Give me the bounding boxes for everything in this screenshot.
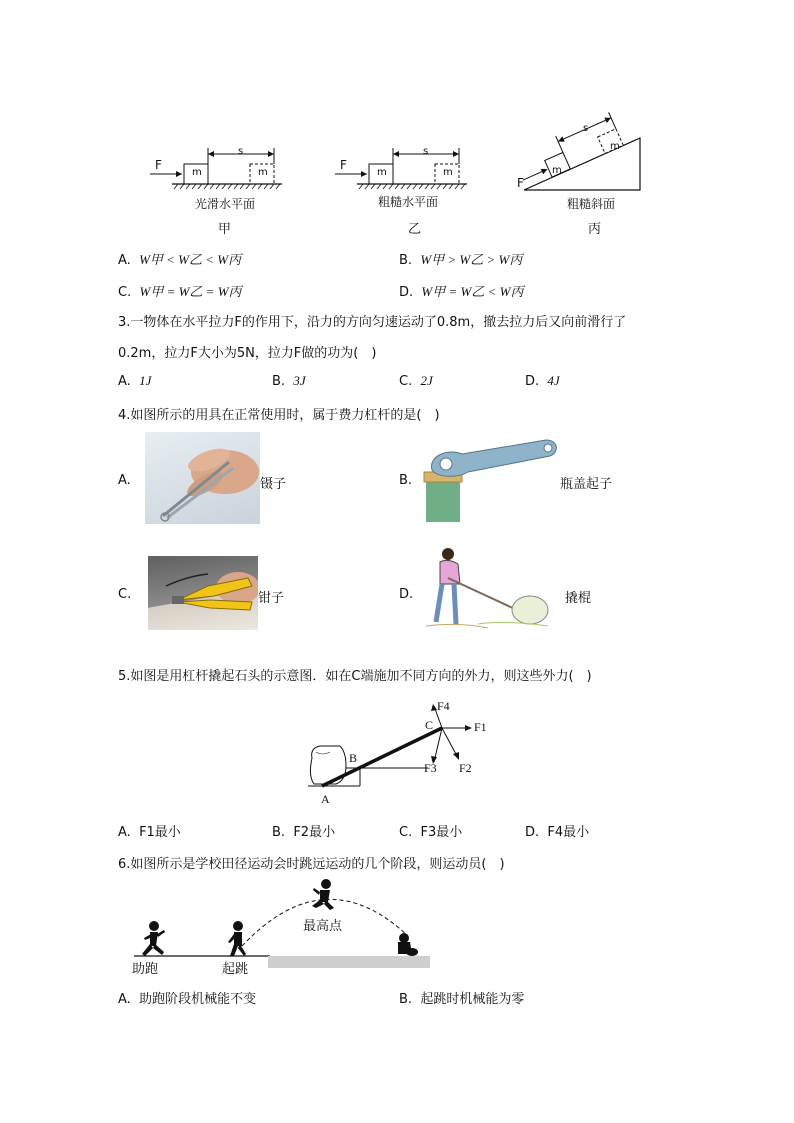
q4-option-c-key[interactable]: C. [118, 587, 132, 602]
q4-option-a-key[interactable]: A. [118, 473, 131, 488]
q2-yi-s-label: s [423, 146, 429, 157]
q2-bing-surface-label: 粗糙斜面 [567, 197, 616, 211]
q2-jia-force-label: F [155, 158, 162, 172]
q2-yi-tag: 乙 [408, 222, 422, 237]
q4-stem: 4.如图所示的用具在正常使用时，属于费力杠杆的是( ) [118, 408, 440, 423]
q2-bing-force-label: F [517, 176, 524, 190]
q3-option-d[interactable]: D. 4J [525, 373, 560, 389]
q2-jia-m2-label: m [258, 167, 268, 178]
q2-option-d[interactable]: D. W甲 = W乙 < W丙 [399, 284, 524, 300]
q4-option-b-label: 瓶盖起子 [560, 477, 613, 492]
q3-option-a[interactable]: A. 1J [118, 373, 152, 389]
tweezers-image [145, 432, 260, 524]
q5-f2-label: F2 [459, 761, 472, 775]
q6-run-label: 助跑 [132, 962, 159, 977]
q6-takeoff-label: 起跳 [222, 962, 249, 977]
q6-option-a[interactable]: A. 助跑阶段机械能不变 [118, 992, 257, 1007]
q3-option-c[interactable]: C. 2J [399, 373, 433, 389]
q6-option-b[interactable]: B. 起跳时机械能为零 [399, 992, 525, 1007]
q2-option-c[interactable]: C. W甲 = W乙 = W丙 [118, 284, 242, 300]
q4-option-d-label: 撬棍 [565, 591, 592, 606]
q5-option-d[interactable]: D. F4最小 [525, 825, 590, 840]
q4-option-b-key[interactable]: B. [399, 473, 413, 488]
q5-point-b-label: B [349, 751, 358, 765]
q2-bing-tag: 丙 [588, 222, 602, 237]
q5-f3-label: F3 [424, 761, 437, 775]
q2-bing-m2-label: m [610, 141, 620, 152]
q5-point-a-label: A [321, 792, 330, 806]
q4-option-a-label: 镊子 [260, 477, 287, 492]
q6-stem: 6.如图所示是学校田径运动会时跳远运动的几个阶段，则运动员( ) [118, 857, 505, 872]
pliers-image [148, 556, 258, 630]
q2-bing-s-label: s [583, 123, 589, 134]
q5-point-c-label: C [425, 718, 434, 732]
q5-lever-figure [300, 696, 500, 808]
q5-option-b[interactable]: B. F2最小 [272, 825, 336, 840]
crowbar-image [418, 544, 553, 634]
q2-jia-surface-label: 光滑水平面 [195, 197, 256, 211]
q4-option-d-key[interactable]: D. [399, 587, 414, 602]
q2-option-b[interactable]: B. W甲 > W乙 > W丙 [399, 252, 523, 268]
q3-stem-line2: 0.2m，拉力F大小为5N，拉力F做的功为( ) [118, 346, 377, 361]
q2-yi-force-label: F [340, 158, 347, 172]
q3-option-b[interactable]: B. 3J [272, 373, 306, 389]
q2-yi-surface-label: 粗糙水平面 [378, 195, 439, 209]
q2-option-a[interactable]: A. W甲 < W乙 < W丙 [118, 252, 242, 268]
q2-jia-m-label: m [192, 167, 202, 178]
q3-stem-line1: 3.一物体在水平拉力F的作用下，沿力的方向匀速运动了0.8m，撤去拉力后又向前滑行了 [118, 315, 627, 330]
q2-figure-bing [512, 104, 647, 194]
q2-yi-m-label: m [377, 167, 387, 178]
q5-option-c[interactable]: C. F3最小 [399, 825, 463, 840]
q2-bing-m-label: m [552, 165, 562, 176]
q6-long-jump-figure [120, 876, 435, 976]
q5-f1-label: F1 [474, 720, 487, 734]
q5-stem: 5.如图是用杠杆撬起石头的示意图．如在C端施加不同方向的外力，则这些外力( ) [118, 669, 592, 684]
q2-yi-m2-label: m [443, 167, 453, 178]
bottle-opener-image [418, 434, 560, 522]
q2-jia-s-label: s [238, 146, 244, 157]
q5-option-a[interactable]: A. F1最小 [118, 825, 181, 840]
q5-f4-label: F4 [437, 699, 450, 713]
q6-peak-label: 最高点 [303, 919, 343, 934]
q2-jia-tag: 甲 [218, 222, 232, 237]
q4-option-c-label: 钳子 [258, 591, 285, 606]
